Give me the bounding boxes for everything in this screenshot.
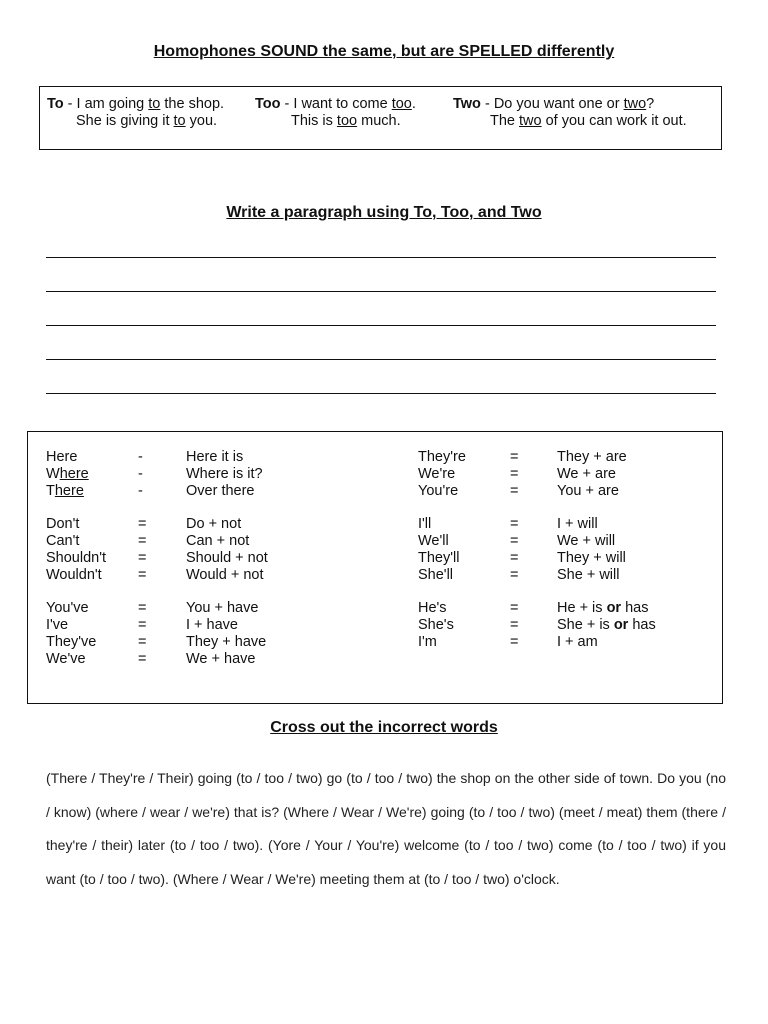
meaning-text: has bbox=[628, 617, 656, 633]
contraction-symbol: = bbox=[138, 533, 147, 549]
contraction-meaning: Where is it? bbox=[186, 466, 263, 482]
word-text: T bbox=[46, 483, 55, 499]
contraction-meaning: Here it is bbox=[186, 449, 244, 465]
example-underlined-word: too bbox=[391, 96, 412, 112]
word-underlined-part: here bbox=[54, 483, 84, 499]
example-to-line-2 bbox=[76, 113, 217, 129]
contraction-word bbox=[46, 483, 84, 499]
contraction-word: They've bbox=[46, 634, 97, 650]
example-text: She is giving it bbox=[76, 113, 174, 129]
contraction-symbol: = bbox=[138, 617, 147, 633]
contraction-symbol: = bbox=[510, 533, 519, 549]
contraction-symbol: - bbox=[138, 483, 143, 499]
separator: - bbox=[63, 96, 77, 112]
contraction-word: You've bbox=[46, 600, 89, 616]
contraction-word: I'll bbox=[418, 516, 432, 532]
separator: - bbox=[280, 96, 294, 112]
contraction-word: Here bbox=[46, 449, 78, 465]
example-two-word: Two bbox=[453, 96, 481, 112]
contraction-symbol: = bbox=[510, 567, 519, 583]
contraction-meaning: Can + not bbox=[186, 533, 250, 549]
contraction-symbol: = bbox=[510, 634, 519, 650]
contraction-symbol: = bbox=[138, 600, 147, 616]
contraction-meaning bbox=[557, 617, 656, 633]
example-text: the shop. bbox=[160, 96, 225, 112]
worksheet-title: Homophones SOUND the same, but are SPELLED differently bbox=[153, 43, 615, 60]
contraction-word: We're bbox=[418, 466, 456, 482]
example-too-line-1 bbox=[255, 96, 416, 112]
word-underlined-part: here bbox=[59, 466, 89, 482]
contraction-meaning: She + will bbox=[557, 567, 620, 583]
writing-line[interactable] bbox=[46, 359, 716, 360]
example-text: ? bbox=[646, 96, 655, 112]
contraction-symbol: = bbox=[510, 516, 519, 532]
cross-out-heading: Cross out the incorrect words bbox=[270, 719, 498, 736]
contraction-symbol: = bbox=[138, 634, 147, 650]
meaning-bold-word: or bbox=[613, 617, 629, 633]
meaning-text: She + is bbox=[557, 617, 614, 633]
paragraph-heading: Write a paragraph using To, Too, and Two bbox=[226, 204, 542, 221]
writing-line[interactable] bbox=[46, 393, 716, 394]
example-underlined-word: too bbox=[336, 113, 358, 129]
contraction-meaning: They + are bbox=[557, 449, 627, 465]
example-two-line-2 bbox=[490, 113, 687, 129]
contraction-symbol: = bbox=[510, 466, 519, 482]
exercise-paragraph: (There / They're / Their) going (to / too / two) go (to / too / two) the shop on the other side of town. Do you (no / know) (where / wear / we're) that is? (Where / Wear / We're) going (to / too / two) (meet / meat) them (there / they're / their) later (to / too / two). (Yore / Your / You're) welcome (to / too / two) come (to / too / two) if you want (to / too / two). (Where / Wear / We're) meeting them at (to / too / two) o'clock. bbox=[46, 770, 726, 887]
contraction-word: We've bbox=[46, 651, 86, 667]
meaning-bold-word: or bbox=[606, 600, 622, 616]
contraction-meaning: I + have bbox=[186, 617, 238, 633]
example-too-word: Too bbox=[255, 96, 281, 112]
word-text: W bbox=[46, 466, 60, 482]
contraction-word: You're bbox=[418, 483, 459, 499]
contraction-meaning: Should + not bbox=[186, 550, 268, 566]
contraction-word: Can't bbox=[46, 533, 80, 549]
contraction-word bbox=[46, 466, 89, 482]
writing-line[interactable] bbox=[46, 325, 716, 326]
contraction-meaning: Over there bbox=[186, 483, 255, 499]
contraction-meaning bbox=[557, 600, 648, 616]
contraction-meaning: I + will bbox=[557, 516, 598, 532]
contraction-meaning: We + have bbox=[186, 651, 256, 667]
contraction-word: I'm bbox=[418, 634, 437, 650]
contraction-symbol: = bbox=[510, 550, 519, 566]
example-text: Do you want one or bbox=[493, 96, 624, 112]
separator: - bbox=[480, 96, 494, 112]
contraction-word: Shouldn't bbox=[46, 550, 107, 566]
example-underlined-word: to bbox=[148, 96, 161, 112]
example-text: . bbox=[411, 96, 416, 112]
contraction-symbol: = bbox=[510, 483, 519, 499]
contraction-symbol: = bbox=[510, 617, 519, 633]
contraction-symbol: = bbox=[510, 449, 519, 465]
writing-line[interactable] bbox=[46, 291, 716, 292]
example-text: much. bbox=[357, 113, 401, 129]
contraction-symbol: = bbox=[138, 516, 147, 532]
example-too-line-2 bbox=[291, 113, 401, 129]
contraction-symbol: = bbox=[138, 567, 147, 583]
contraction-meaning: Would + not bbox=[186, 567, 264, 583]
writing-line[interactable] bbox=[46, 257, 716, 258]
contraction-meaning: I + am bbox=[557, 634, 598, 650]
example-two-line-1 bbox=[453, 96, 654, 112]
contraction-word: I've bbox=[46, 617, 69, 633]
example-underlined-word: to bbox=[173, 113, 186, 129]
contraction-symbol: = bbox=[138, 550, 147, 566]
example-to-line-1 bbox=[47, 96, 224, 112]
contraction-word: Wouldn't bbox=[46, 567, 102, 583]
contraction-symbol: = bbox=[138, 651, 147, 667]
contraction-word: They'll bbox=[418, 550, 460, 566]
example-underlined-word: two bbox=[519, 113, 542, 129]
contraction-meaning: We + will bbox=[557, 533, 616, 549]
example-underlined-word: two bbox=[623, 96, 647, 112]
example-text: you. bbox=[185, 113, 218, 129]
contraction-meaning: You + are bbox=[557, 483, 619, 499]
contraction-word: She'll bbox=[418, 567, 454, 583]
contraction-meaning: We + are bbox=[557, 466, 616, 482]
contraction-symbol: - bbox=[138, 449, 143, 465]
example-text: I am going bbox=[76, 96, 149, 112]
meaning-text: has bbox=[621, 600, 649, 616]
contraction-symbol: = bbox=[510, 600, 519, 616]
example-text: I want to come bbox=[293, 96, 392, 112]
example-to-word: To bbox=[47, 96, 64, 112]
meaning-text: He + is bbox=[557, 600, 607, 616]
contraction-meaning: You + have bbox=[186, 600, 259, 616]
example-text: This is bbox=[291, 113, 337, 129]
contraction-word: He's bbox=[418, 600, 447, 616]
contraction-symbol: - bbox=[138, 466, 143, 482]
contraction-word: She's bbox=[418, 617, 454, 633]
contraction-word: They're bbox=[418, 449, 466, 465]
contraction-meaning: They + have bbox=[186, 634, 267, 650]
example-text: The bbox=[490, 113, 520, 129]
contraction-word: We'll bbox=[418, 533, 449, 549]
contraction-meaning: They + will bbox=[557, 550, 626, 566]
example-text: of you can work it out. bbox=[541, 113, 687, 129]
contraction-word: Don't bbox=[46, 516, 80, 532]
contraction-meaning: Do + not bbox=[186, 516, 242, 532]
